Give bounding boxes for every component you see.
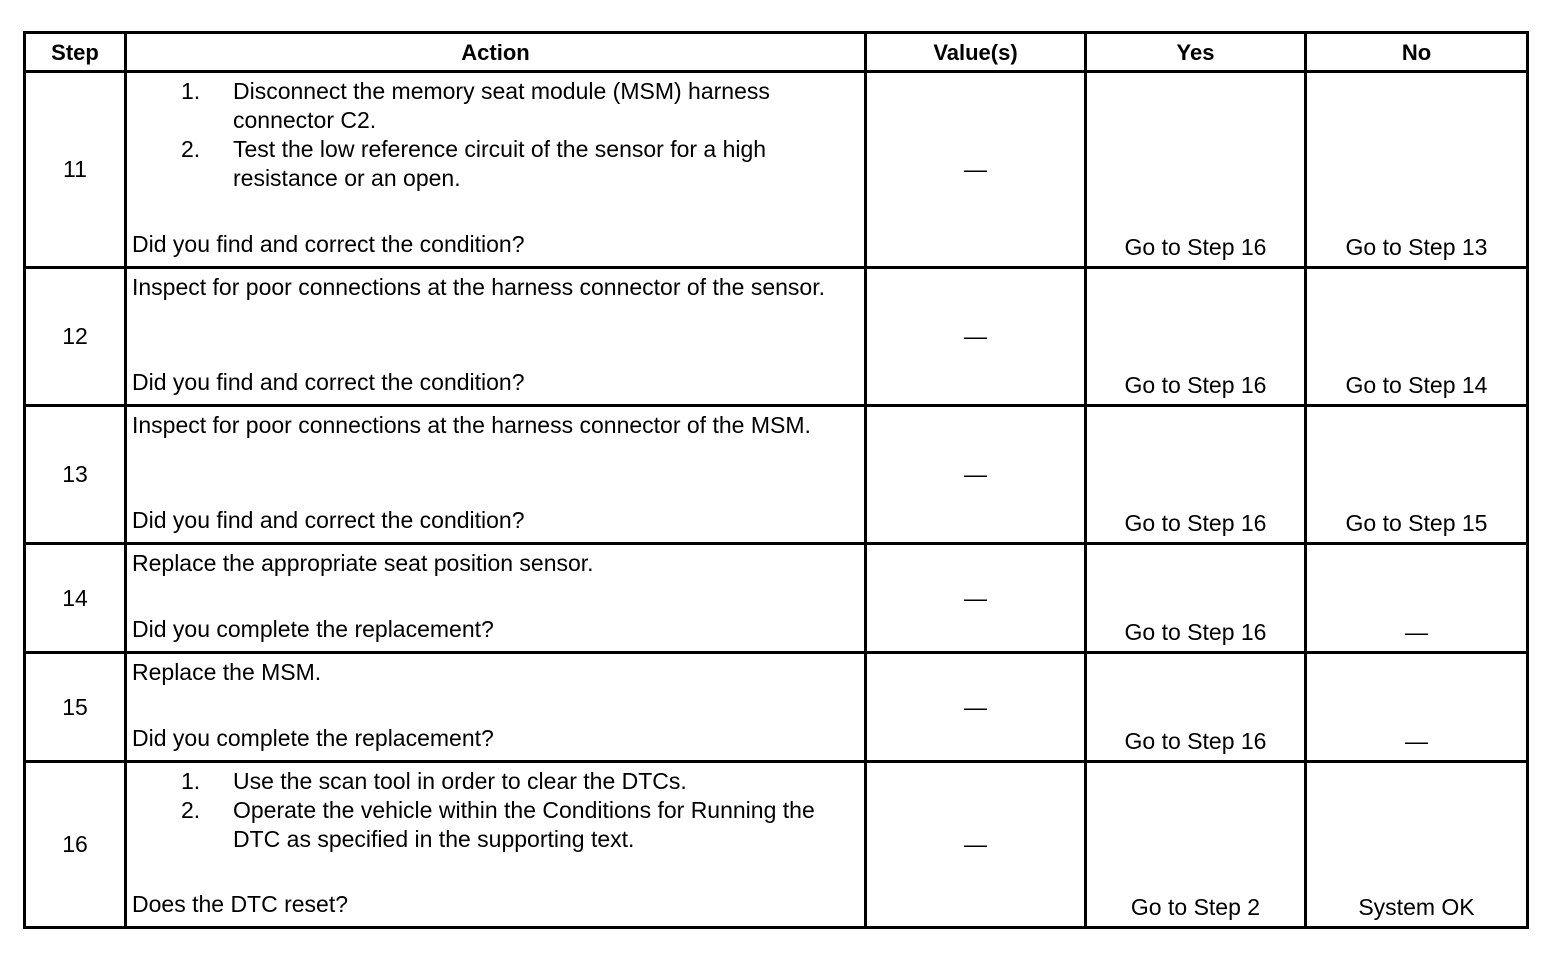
header-action: Action xyxy=(126,33,866,72)
header-row xyxy=(25,33,1528,72)
action-text: Replace the appropriate seat position sensor. xyxy=(132,550,594,576)
yes-cell: Go to Step 2 xyxy=(1086,762,1306,928)
list-item xyxy=(132,135,860,193)
no-cell: — xyxy=(1306,544,1528,653)
list-item xyxy=(132,767,860,796)
yes-cell: Go to Step 16 xyxy=(1086,406,1306,544)
no-cell: — xyxy=(1306,653,1528,762)
list-item xyxy=(132,796,860,854)
action-cell xyxy=(126,544,866,653)
action-text: Inspect for poor connections at the harness connector of the sensor. xyxy=(132,274,825,300)
action-question: Did you complete the replacement? xyxy=(132,725,494,751)
no-cell: Go to Step 15 xyxy=(1306,406,1528,544)
table-row xyxy=(25,72,1528,268)
action-cell xyxy=(126,268,866,406)
header-no: No xyxy=(1306,33,1528,72)
step-cell: 14 xyxy=(25,544,126,653)
value-cell: — xyxy=(866,762,1086,928)
table-row xyxy=(25,653,1528,762)
yes-cell: Go to Step 16 xyxy=(1086,72,1306,268)
action-question: Did you complete the replacement? xyxy=(132,616,494,642)
header-values: Value(s) xyxy=(866,33,1086,72)
list-text: Operate the vehicle within the Conditions for Running the DTC as specified in the supporting text. xyxy=(233,797,815,852)
list-number: 1. xyxy=(181,768,201,794)
no-cell: Go to Step 13 xyxy=(1306,72,1528,268)
value-cell: — xyxy=(866,268,1086,406)
value-cell: — xyxy=(866,544,1086,653)
list-number: 2. xyxy=(181,136,201,162)
table-row xyxy=(25,268,1528,406)
action-question: Did you find and correct the condition? xyxy=(132,507,525,533)
action-text: Replace the MSM. xyxy=(132,659,322,685)
list-item xyxy=(132,77,860,135)
action-cell xyxy=(126,762,866,928)
step-cell: 12 xyxy=(25,268,126,406)
header-step: Step xyxy=(25,33,126,72)
action-cell xyxy=(126,406,866,544)
yes-cell: Go to Step 16 xyxy=(1086,544,1306,653)
list-number: 2. xyxy=(181,797,201,823)
action-question: Did you find and correct the condition? xyxy=(132,369,525,395)
action-question: Does the DTC reset? xyxy=(132,891,349,917)
list-text: Test the low reference circuit of the sensor for a high resistance or an open. xyxy=(233,136,767,191)
yes-cell: Go to Step 16 xyxy=(1086,268,1306,406)
value-cell: — xyxy=(866,653,1086,762)
action-question: Did you find and correct the condition? xyxy=(132,231,525,257)
step-cell: 16 xyxy=(25,762,126,928)
list-text: Use the scan tool in order to clear the DTCs. xyxy=(233,768,687,794)
action-text: Inspect for poor connections at the harness connector of the MSM. xyxy=(132,412,811,438)
value-cell: — xyxy=(866,406,1086,544)
action-cell xyxy=(126,653,866,762)
action-cell xyxy=(126,72,866,268)
header-yes: Yes xyxy=(1086,33,1306,72)
action-list xyxy=(132,767,860,854)
step-cell: 15 xyxy=(25,653,126,762)
step-cell: 11 xyxy=(25,72,126,268)
action-list xyxy=(132,77,860,193)
list-number: 1. xyxy=(181,78,201,104)
value-cell: — xyxy=(866,72,1086,268)
step-cell: 13 xyxy=(25,406,126,544)
no-cell: Go to Step 14 xyxy=(1306,268,1528,406)
list-text: Disconnect the memory seat module (MSM) harness connector C2. xyxy=(233,78,770,133)
no-cell: System OK xyxy=(1306,762,1528,928)
yes-cell: Go to Step 16 xyxy=(1086,653,1306,762)
table-row xyxy=(25,762,1528,928)
table-row xyxy=(25,544,1528,653)
table-row xyxy=(25,406,1528,544)
diagnostic-table xyxy=(23,31,1529,929)
